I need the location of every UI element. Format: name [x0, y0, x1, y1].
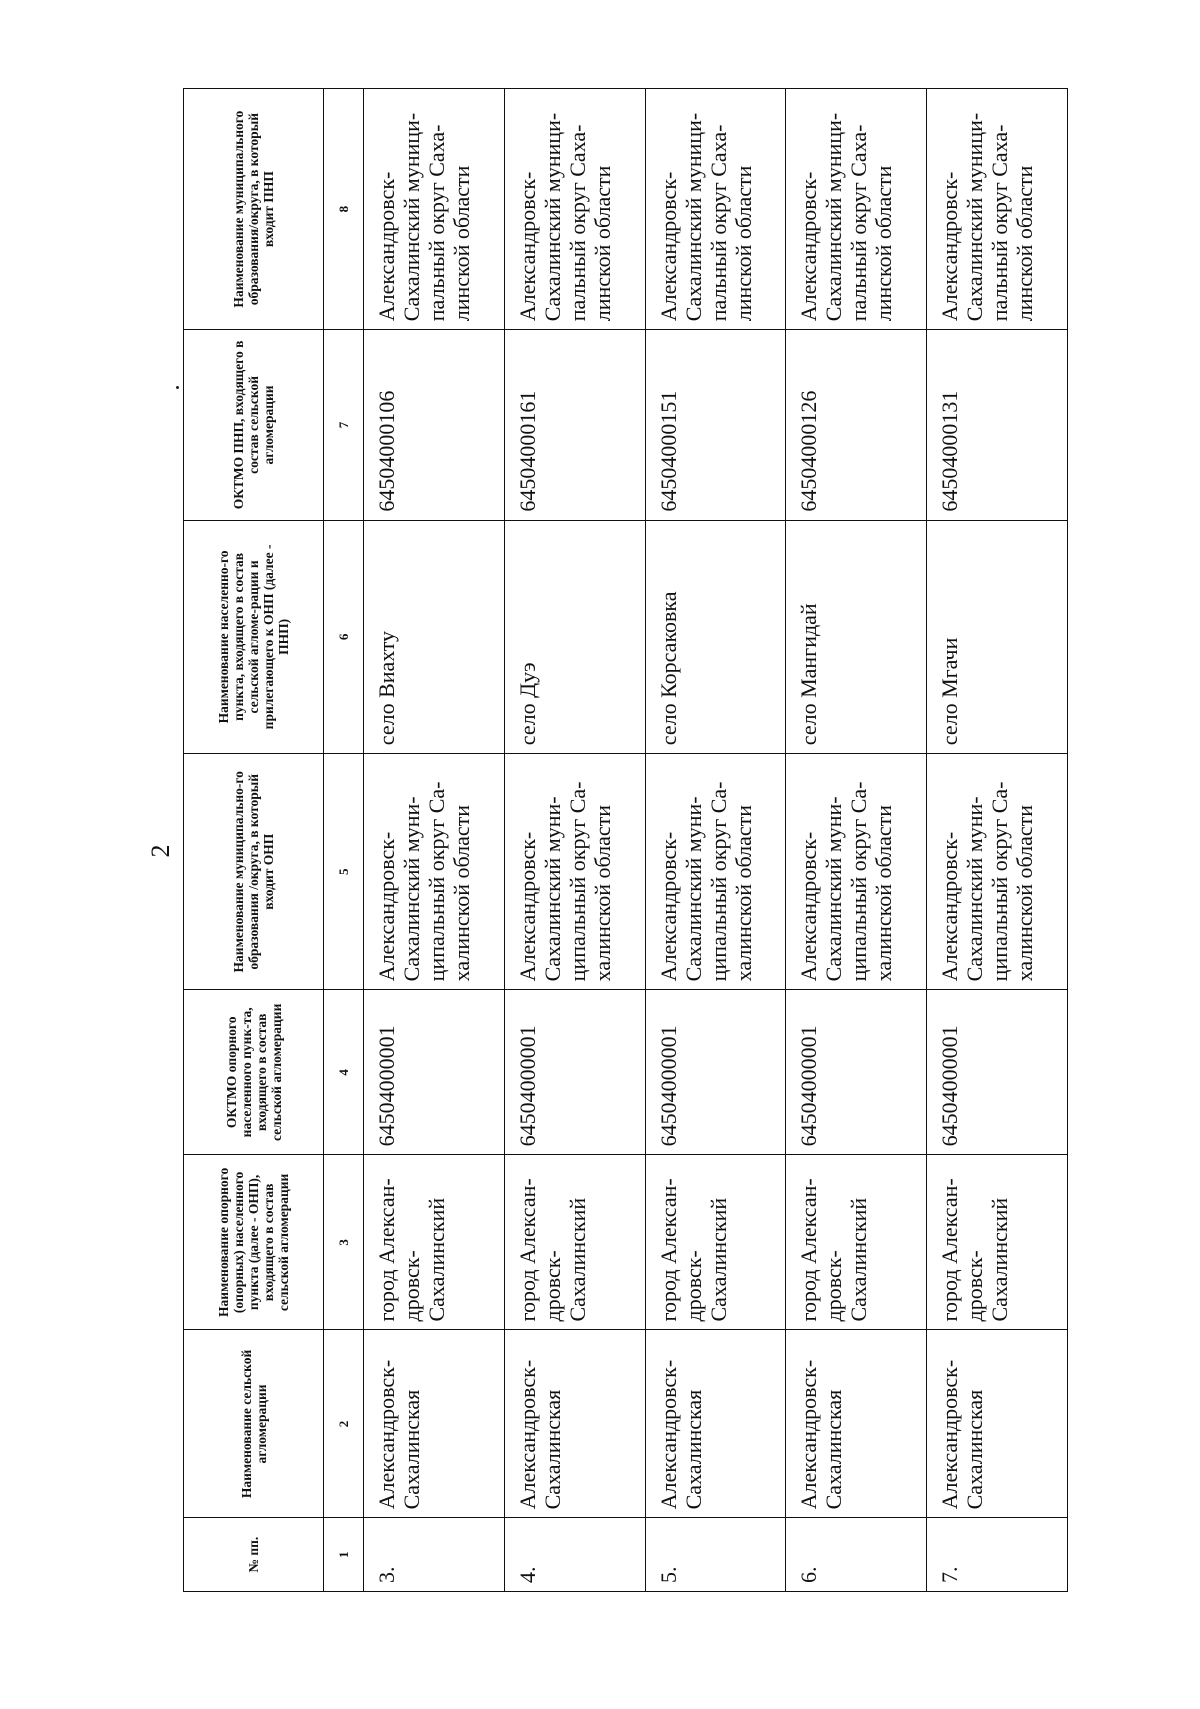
pnp-oktmo: 64504000151	[645, 330, 786, 520]
onp-oktmo: 64504000001	[927, 990, 1068, 1155]
header-cell-6: Наименование населенно-го пункта, входящего в состав сельской агломе-рации и прилегающего к ОНП (далее - ПНП)	[184, 520, 324, 754]
onp-municipality: Александровск- Сахалинский муни- ципальный округ Са- халинской области	[504, 754, 645, 990]
onp-oktmo: 64504000001	[786, 990, 927, 1155]
pnp-oktmo: 64504000126	[786, 330, 927, 520]
onp-oktmo: 64504000001	[364, 990, 505, 1155]
agglomeration-name: Александровск- Сахалинская	[645, 1330, 786, 1518]
onp-name: город Алексан- дровск- Сахалинский	[504, 1155, 645, 1330]
pnp-oktmo: 64504000161	[504, 330, 645, 520]
column-number: 5	[324, 754, 364, 990]
pnp-name: село Мангидай	[786, 520, 927, 754]
column-number-row	[324, 89, 364, 1592]
header-cell-3: Наименование опорного (опорных) населенного пункта (далее - ОНП), входящего в состав сельской агломерации	[184, 1155, 324, 1330]
table-row	[364, 89, 505, 1592]
header-cell-2: Наименование сельской агломерации	[184, 1330, 324, 1518]
agglomeration-name: Александровск- Сахалинская	[504, 1330, 645, 1518]
pnp-name: село Корсаковка	[645, 520, 786, 754]
column-number: 6	[324, 520, 364, 754]
column-number: 1	[324, 1518, 364, 1592]
pnp-name: село Мгачи	[927, 520, 1068, 754]
table-row	[504, 89, 645, 1592]
onp-name: город Алексан- дровск- Сахалинский	[645, 1155, 786, 1330]
agglomeration-name: Александровск- Сахалинская	[364, 1330, 505, 1518]
table-row	[786, 89, 927, 1592]
row-number: 4.	[504, 1518, 645, 1592]
header-cell-7: ОКТМО ПНП, входящего в состав сельской агломерации	[184, 330, 324, 520]
pnp-municipality: Александровск- Сахалинский муници- пальный округ Саха- линской области	[364, 89, 505, 330]
row-number: 6.	[786, 1518, 927, 1592]
onp-oktmo: 64504000001	[645, 990, 786, 1155]
onp-oktmo: 64504000001	[504, 990, 645, 1155]
header-row	[184, 89, 324, 1592]
onp-name: город Алексан- дровск- Сахалинский	[364, 1155, 505, 1330]
scan-dot-mark	[176, 386, 179, 389]
pnp-municipality: Александровск- Сахалинский муници- пальный округ Саха- линской области	[504, 89, 645, 330]
agglomeration-name: Александровск- Сахалинская	[927, 1330, 1068, 1518]
column-number: 2	[324, 1330, 364, 1518]
header-cell-5: Наименование муниципально-го образования /округа, в который входит ОНП	[184, 754, 324, 990]
onp-municipality: Александровск- Сахалинский муни- ципальный округ Са- халинской области	[645, 754, 786, 990]
header-cell-1: № пп.	[184, 1518, 324, 1592]
header-cell-8: Наименование муниципального образования/округа, в который входит ПНП	[184, 89, 324, 330]
pnp-municipality: Александровск- Сахалинский муници- пальный округ Саха- линской области	[786, 89, 927, 330]
pnp-oktmo: 64504000131	[927, 330, 1068, 520]
pnp-name: село Дуэ	[504, 520, 645, 754]
pnp-municipality: Александровск- Сахалинский муници- пальный округ Саха- линской области	[927, 89, 1068, 330]
column-number: 8	[324, 89, 364, 330]
onp-municipality: Александровск- Сахалинский муни- ципальный округ Са- халинской области	[786, 754, 927, 990]
agglomeration-name: Александровск- Сахалинская	[786, 1330, 927, 1518]
onp-name: город Алексан- дровск- Сахалинский	[927, 1155, 1068, 1330]
onp-name: город Алексан- дровск- Сахалинский	[786, 1155, 927, 1330]
column-number: 4	[324, 990, 364, 1155]
header-cell-4: ОКТМО опорного населенного пунк-та, входящего в состав сельской агломерации	[184, 990, 324, 1155]
row-number: 7.	[927, 1518, 1068, 1592]
pnp-oktmo: 64504000106	[364, 330, 505, 520]
table-row	[645, 89, 786, 1592]
column-number: 7	[324, 330, 364, 520]
pnp-name: село Виахту	[364, 520, 505, 754]
page-number: 2	[146, 844, 175, 858]
agglomeration-table	[183, 88, 1068, 1592]
pnp-municipality: Александровск- Сахалинский муници- пальный округ Саха- линской области	[645, 89, 786, 330]
rotated-table-container	[183, 88, 1067, 1592]
table-row	[927, 89, 1068, 1592]
row-number: 3.	[364, 1518, 505, 1592]
row-number: 5.	[645, 1518, 786, 1592]
onp-municipality: Александровск- Сахалинский муни- ципальный округ Са- халинской области	[927, 754, 1068, 990]
onp-municipality: Александровск- Сахалинский муни- ципальный округ Са- халинской области	[364, 754, 505, 990]
column-number: 3	[324, 1155, 364, 1330]
